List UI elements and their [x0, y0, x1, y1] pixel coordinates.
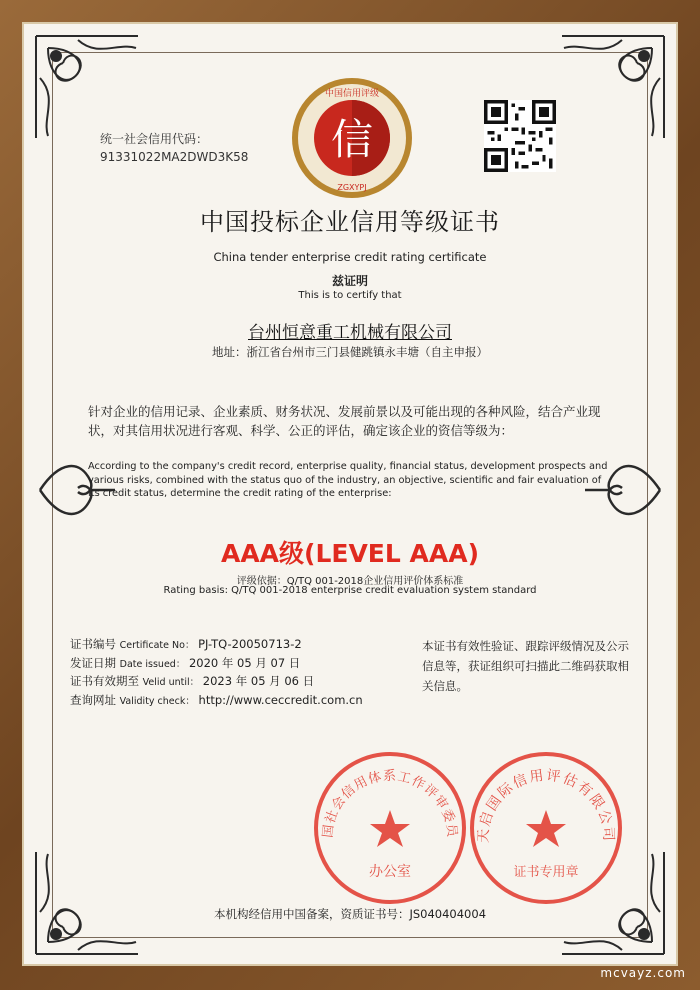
certificate-title: 中国投标企业信用等级证书 — [200, 208, 500, 236]
seal-top-text: 中国信用评级 — [324, 89, 380, 99]
stamp-committee-office — [310, 748, 470, 908]
registration-footer: 本机构经信用中国备案，资质证书号：JS040404004 — [213, 907, 487, 921]
body-text-en: According to the company's credit record, enterprise quality, financial status, development prospects and various risks, combined with the status quo of the industry, an objective, scientific and fair evaluation of its credit status, determine the credit rating of the enterprise: — [88, 461, 608, 499]
rating-seal-logo — [290, 76, 414, 200]
check-label-cn: 查询网址 — [70, 692, 116, 707]
credit-level: AAA级(LEVEL AAA) — [220, 539, 479, 568]
info-row-issued — [70, 655, 363, 674]
certificate-subtitle: China tender enterprise credit rating certificate — [213, 250, 487, 264]
certify-en: This is to certify that — [298, 290, 402, 301]
stamp2-star-icon — [526, 810, 566, 847]
credit-code-block — [100, 130, 248, 166]
credit-code-label: 统一社会信用代码： — [100, 132, 209, 146]
certificate-info — [70, 636, 363, 710]
credit-code-value: 91331022MA2DWD3K58 — [100, 150, 249, 164]
company-address: 地址：浙江省台州市三门县健跳镇永丰塘（自主申报） — [212, 345, 488, 359]
stamp1-ring-text: 国社会信用体系工作评审委员 — [320, 769, 460, 839]
seal-bottom-text: ZGXYPJ — [337, 183, 367, 192]
issued-label-cn: 发证日期 — [70, 655, 116, 670]
check-url-link[interactable]: http://www.ceccredit.com.cn — [198, 692, 363, 707]
issued-label-en: Date issued： — [119, 658, 186, 670]
stamp1-star-icon — [370, 810, 410, 847]
seal-center-char: 信 — [330, 115, 374, 164]
corner-ornament-top-right — [552, 28, 672, 148]
info-row-valid — [70, 673, 363, 692]
issued-value: 2020 年 05 月 07 日 — [188, 655, 301, 670]
stamp2-bottom-text: 证书专用章 — [513, 865, 579, 880]
info-row-cert-no — [70, 636, 363, 655]
corner-ornament-bottom-left — [28, 842, 148, 962]
qr-code[interactable] — [484, 100, 556, 172]
body-text-cn: 针对企业的信用记录、企业素质、财务状况、发展前景以及可能出现的各种风险，结合产业现状，对其信用状况进行客观、科学、公正的评估，确定该企业的资信等级为： — [88, 404, 601, 438]
info-row-check — [70, 692, 363, 711]
valid-label-cn: 证书有效期至 — [70, 674, 139, 688]
check-label-en: Validity check： — [119, 695, 195, 707]
stamp2-ring-text: 天启国际信用评估有限公司 — [475, 767, 617, 844]
cert-no-label-en: Certificate No： — [119, 640, 195, 651]
stamp-certificate-seal — [466, 748, 626, 908]
rating-basis-en: Rating basis: Q/TQ 001-2018 enterprise credit evaluation system standard — [163, 585, 537, 596]
verification-notice: 本证书有效性验证、跟踪评级情况及公示信息等，获证组织可扫描此二维码获取相关信息。 — [422, 639, 629, 693]
cert-no-label-cn: 证书编号 — [70, 637, 116, 651]
valid-value: 2023 年 05 月 06 日 — [202, 674, 315, 688]
certify-cn: 兹证明 — [331, 274, 368, 288]
company-name: 台州恒意重工机械有限公司 — [248, 323, 452, 343]
watermark: mcvayz.com — [600, 966, 686, 980]
valid-label-en: Velid until： — [142, 677, 200, 688]
rating-basis-cn: 评级依据：Q/TQ 001-2018企业信用评价体系标准 — [236, 576, 464, 587]
cert-no-value: PJ-TQ-20050713-2 — [198, 637, 302, 651]
stamp1-bottom-text: 办公室 — [369, 864, 411, 880]
